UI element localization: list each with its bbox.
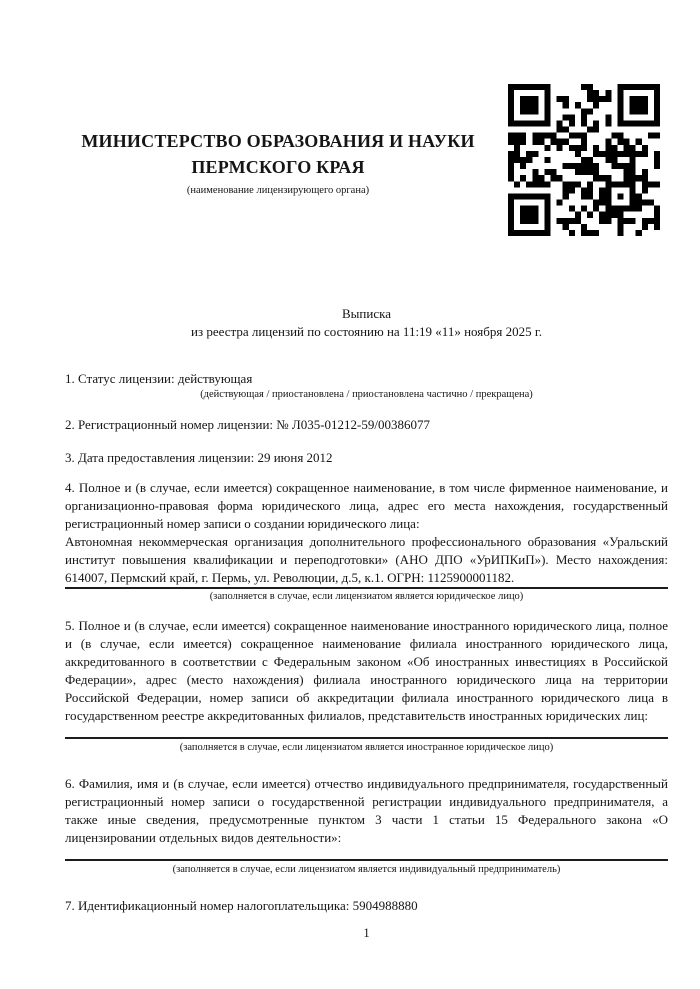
document-subtitle: из реестра лицензий по состоянию на 11:19 «11» ноября 2025 г. xyxy=(191,324,542,339)
document-body xyxy=(65,305,668,915)
item-1-options-note: (действующая / приостановлена / приостановлена частично / прекращена) xyxy=(200,389,533,400)
separator-line xyxy=(65,859,668,861)
page-number: 1 xyxy=(363,926,370,940)
item-3-license-date xyxy=(65,449,668,467)
qr-code-icon xyxy=(508,84,660,236)
ministry-name-line2: ПЕРМСКОГО КРАЯ xyxy=(191,157,365,177)
item-6-note: (заполняется в случае, если лицензиатом является индивидуальный предприниматель) xyxy=(172,864,561,875)
ministry-caption: (наименование лицензирующего органа) xyxy=(186,185,370,196)
ministry-name-line1: МИНИСТЕРСТВО ОБРАЗОВАНИЯ И НАУКИ xyxy=(81,131,475,151)
item-2-text: 2. Регистрационный номер лицензии: № Л035-01212-59/00386077 xyxy=(65,417,431,432)
item-7-text: 7. Идентификационный номер налогоплательщика: 5904988880 xyxy=(65,898,418,913)
item-6-question: 6. Фамилия, имя и (в случае, если имеется) отчество индивидуального предпринимателя, государственный регистрационный номер записи о государственной регистрации индивидуального предпринимателя, а также иные сведения, предусмотренные пунктом 3 части 1 статьи 15 Федерального закона «О лицензировании отдельных видов деятельности»: xyxy=(65,776,668,845)
item-4-note: (заполняется в случае, если лицензиатом является юридическое лицо) xyxy=(209,591,524,602)
item-2-registration-number xyxy=(65,416,668,434)
item-4-question: 4. Полное и (в случае, если имеется) сокращенное наименование, в том числе фирменное наименование, и организационно-правовая форма юридического лица, адрес его места нахождения, государственный регистрационный номер записи о создании юридического лица: xyxy=(65,480,668,531)
item-3-text: 3. Дата предоставления лицензии: 29 июня 2012 xyxy=(65,450,333,465)
item-4-legal-entity xyxy=(65,479,668,603)
item-1-text: 1. Статус лицензии: действующая xyxy=(65,371,253,386)
separator-line xyxy=(65,737,668,739)
item-4-answer: Автономная некоммерческая организация дополнительного профессионального образования «Уральский институт повышения квалификации и переподготовки» (АНО ДПО «УрИПКиП»). Место нахождения: 614007, Пермский край, г. Пермь, ул. Революции, д.5, к.1. ОГРН: 1125900001182. xyxy=(65,534,668,585)
item-6-individual-entrepreneur xyxy=(65,775,668,876)
item-5-note: (заполняется в случае, если лицензиатом является иностранное юридическое лицо) xyxy=(179,742,554,753)
item-5-foreign-entity xyxy=(65,617,668,754)
separator-line xyxy=(65,587,668,589)
item-5-question: 5. Полное и (в случае, если имеется) сокращенное наименование иностранного юридического лица, полное и (в случае, если имеется) сокращенное наименование филиала иностранного юридического лица, аккредитованного в соответствии с Федеральным законом «Об иностранных инвестициях в Российской Федерации», адрес (место нахождения) филиала иностранного юридического лица на территории Российской Федерации, номер записи об аккредитации филиала иностранного юридического лица в государственном реестре аккредитованных филиалов, представительств иностранных юридических лиц: xyxy=(65,618,668,723)
document-title: Выписка xyxy=(342,306,391,321)
item-7-taxpayer-number xyxy=(65,897,668,915)
licensing-authority-header xyxy=(65,128,491,197)
item-1-license-status xyxy=(65,370,668,401)
